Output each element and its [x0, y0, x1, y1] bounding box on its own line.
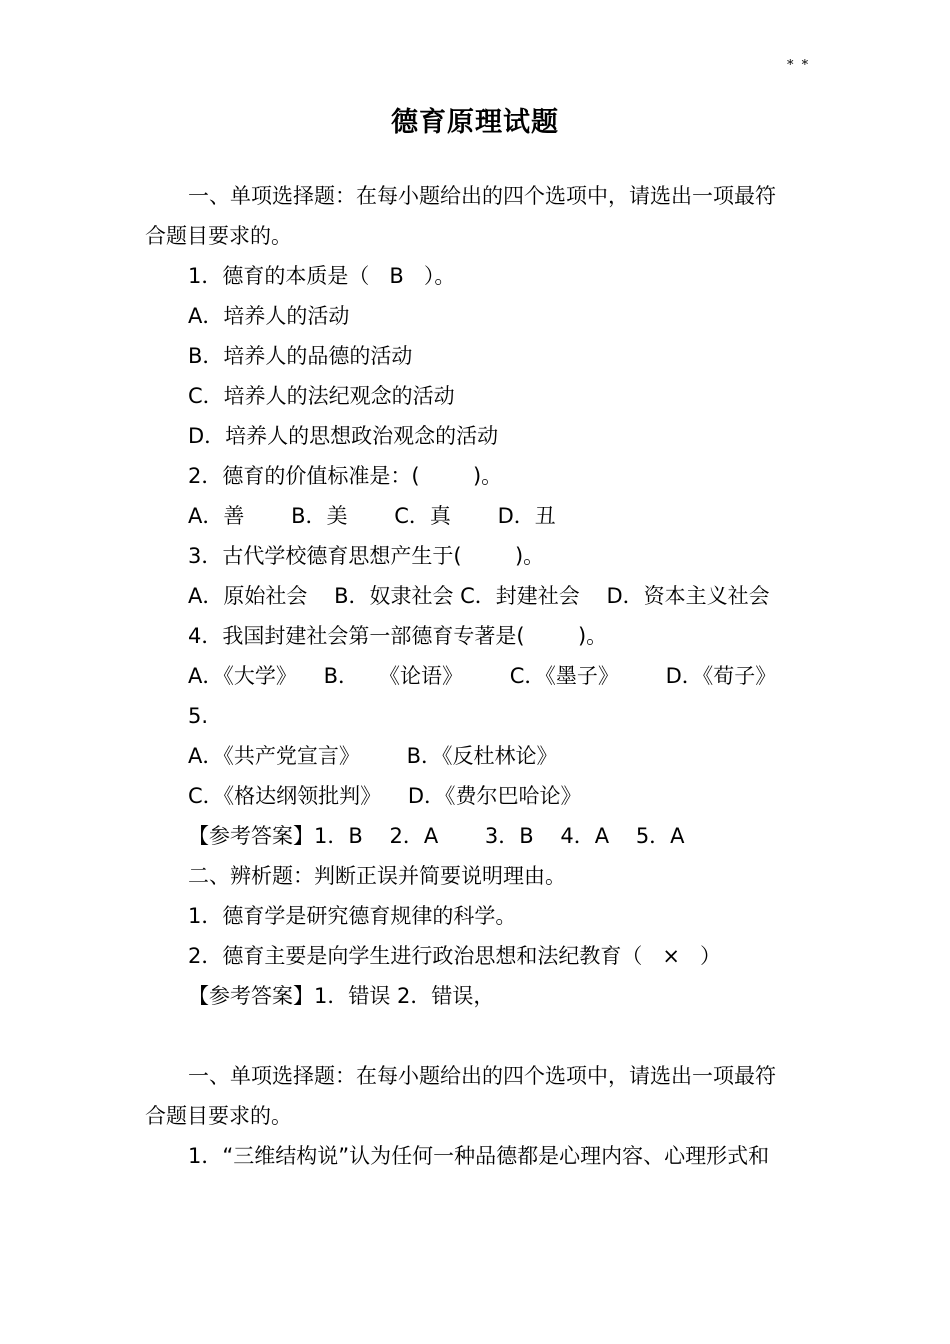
section-2-question-1: 1．德育学是研究德育规律的科学。 — [188, 904, 517, 928]
answer-key-section-1: 【参考答案】1．B 2．A 3．B 4．A 5．A — [188, 824, 685, 848]
question-1-option-b: B．培养人的品德的活动 — [188, 344, 413, 368]
question-3: 3．古代学校德育思想产生于( )。 — [188, 544, 545, 568]
header-mark: * * — [787, 58, 811, 73]
section-1-instruction: 一、单项选择题：在每小题给出的四个选项中，请选出一项最符 — [188, 184, 776, 208]
question-1: 1．德育的本质是（ B ）。 — [188, 264, 456, 288]
section-1b-question-1: 1．“三维结构说”认为任何一种品德都是心理内容、心理形式和 — [188, 1144, 770, 1168]
question-4: 4．我国封建社会第一部德育专著是( )。 — [188, 624, 608, 648]
section-2-question-2: 2．德育主要是向学生进行政治思想和法纪教育（ × ） — [188, 944, 722, 968]
question-1-option-d: D．培养人的思想政治观念的活动 — [188, 424, 499, 448]
question-1-option-a: A．培养人的活动 — [188, 304, 350, 328]
question-2: 2．德育的价值标准是：( )。 — [188, 464, 503, 488]
section-1b-instruction: 一、单项选择题：在每小题给出的四个选项中，请选出一项最符 — [188, 1064, 776, 1088]
question-5: 5. — [188, 704, 209, 728]
question-1-option-c: C．培养人的法纪观念的活动 — [188, 384, 455, 408]
question-4-options: A．《大学》 B． 《论语》 C．《墨子》 D．《荀子》 — [188, 664, 777, 688]
question-2-options: A．善 B．美 C．真 D．丑 — [188, 504, 556, 528]
section-1-instruction-cont: 合题目要求的。 — [145, 224, 292, 248]
question-3-options: A．原始社会 B．奴隶社会 C．封建社会 D．资本主义社会 — [188, 584, 770, 608]
section-2-instruction: 二、辨析题：判断正误并简要说明理由。 — [188, 864, 566, 888]
question-5-options-ab: A．《共产党宣言》 B．《反杜林论》 — [188, 744, 558, 768]
page-title: 德育原理试题 — [391, 107, 559, 138]
answer-key-section-2: 【参考答案】1．错误 2．错误， — [188, 984, 495, 1008]
section-1b-instruction-cont: 合题目要求的。 — [145, 1104, 292, 1128]
question-5-options-cd: C．《格达纲领批判》 D．《费尔巴哈论》 — [188, 784, 582, 808]
